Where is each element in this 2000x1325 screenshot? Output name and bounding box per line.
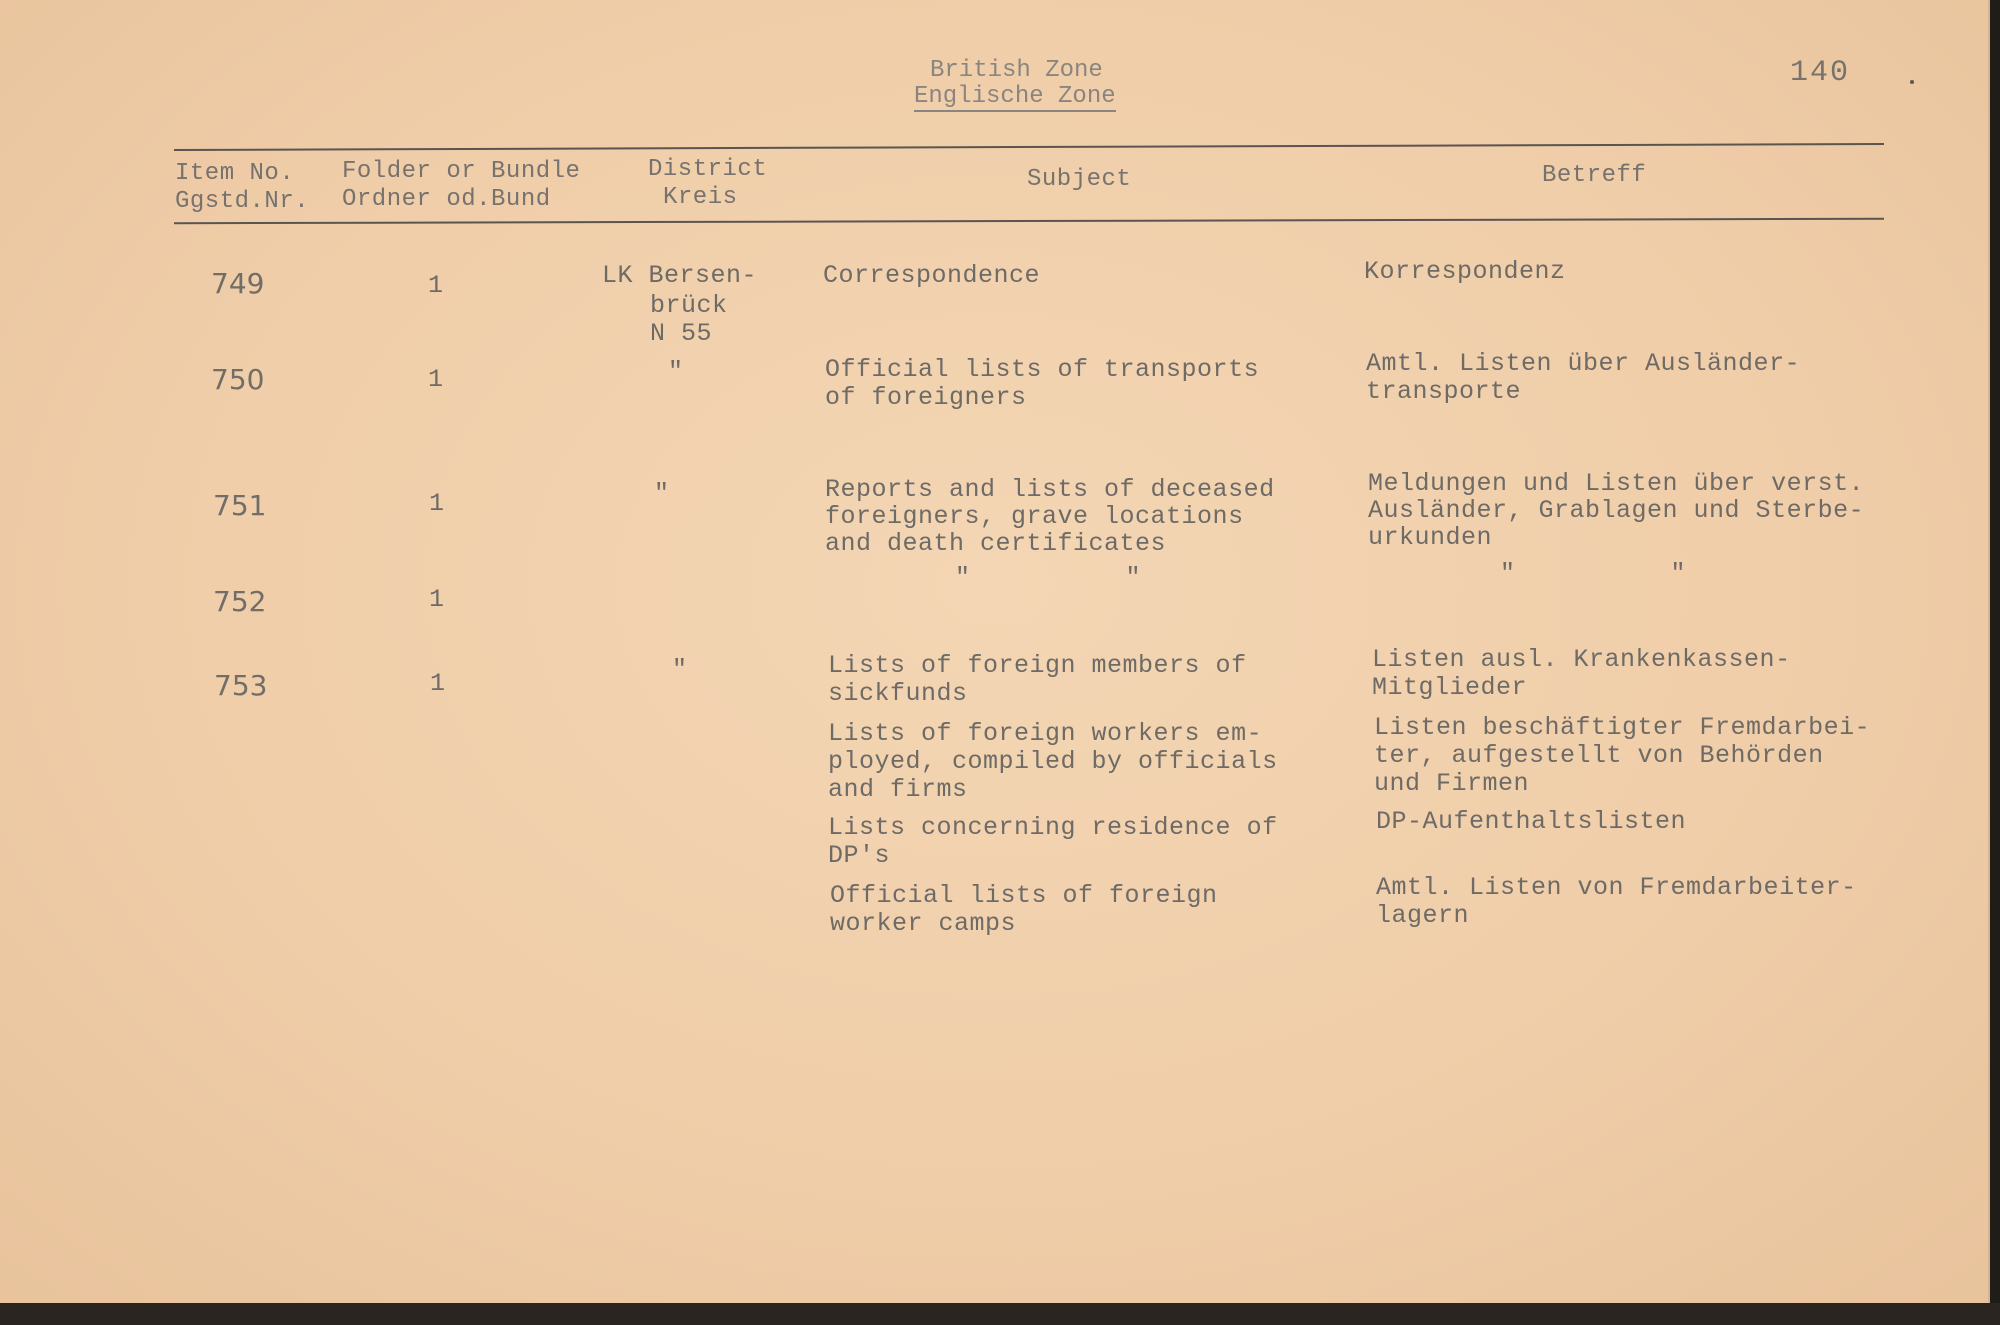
column-header-betreff: Betreff bbox=[1542, 162, 1647, 189]
page-number: 140 bbox=[1790, 56, 1851, 90]
betreff-line: Listen beschäftigter Fremdarbei- bbox=[1374, 713, 1871, 742]
subject-line: of foreigners bbox=[825, 383, 1027, 412]
subject-line: and death certificates bbox=[825, 529, 1167, 558]
column-header-folder-de: Ordner od.Bund bbox=[342, 186, 551, 213]
betreff-line: Listen ausl. Krankenkassen- bbox=[1372, 645, 1791, 674]
header-top-rule bbox=[174, 143, 1884, 151]
betreff-line: Mitglieder bbox=[1372, 673, 1528, 702]
item-number: 750 bbox=[211, 363, 265, 396]
punctuation-dot bbox=[1910, 80, 1914, 84]
subject-line: and firms bbox=[828, 775, 968, 804]
betreff-line: lagern bbox=[1376, 901, 1470, 930]
column-header-folder-en: Folder or Bundle bbox=[342, 158, 581, 185]
item-number: 753 bbox=[214, 669, 268, 702]
subject-line: Correspondence bbox=[823, 261, 1041, 290]
column-header-item-en: Item No. bbox=[175, 160, 295, 187]
betreff-line: ter, aufgestellt von Behörden bbox=[1374, 741, 1824, 770]
ditto-mark: " bbox=[668, 357, 684, 386]
betreff-line: Korrespondenz bbox=[1364, 257, 1566, 286]
betreff-line: Meldungen und Listen über verst. bbox=[1368, 469, 1865, 498]
scanner-edge bbox=[0, 1303, 2000, 1325]
ditto-marks-subject: " " bbox=[955, 563, 1142, 592]
folder-count: 1 bbox=[428, 271, 444, 300]
folder-count: 1 bbox=[430, 669, 446, 698]
item-number: 751 bbox=[213, 489, 267, 522]
subject-line: DP's bbox=[828, 841, 891, 870]
subject-line: foreigners, grave locations bbox=[825, 502, 1244, 531]
zone-title-english: British Zone bbox=[930, 57, 1103, 84]
betreff-line: DP-Aufenthaltslisten bbox=[1376, 807, 1687, 836]
subject-line: Lists of foreign workers em- bbox=[828, 719, 1263, 748]
item-number: 752 bbox=[213, 585, 267, 618]
betreff-line: Amtl. Listen über Ausländer- bbox=[1366, 349, 1801, 378]
subject-line: Official lists of foreign bbox=[830, 881, 1218, 910]
folder-count: 1 bbox=[428, 365, 444, 394]
zone-title-german: Englische Zone bbox=[914, 83, 1116, 110]
betreff-line: transporte bbox=[1366, 377, 1522, 406]
district-line: LK Bersen- bbox=[602, 261, 758, 290]
ditto-mark: " bbox=[672, 655, 688, 684]
subject-line: Lists concerning residence of bbox=[828, 813, 1278, 842]
ditto-mark: " bbox=[654, 479, 670, 508]
subject-line: worker camps bbox=[830, 909, 1017, 938]
betreff-line: Amtl. Listen von Fremdarbeiter- bbox=[1376, 873, 1857, 902]
header-bottom-rule bbox=[174, 218, 1884, 224]
betreff-line: und Firmen bbox=[1374, 769, 1530, 798]
subject-line: Lists of foreign members of bbox=[828, 651, 1247, 680]
betreff-line: Ausländer, Grablagen und Sterbe- bbox=[1368, 496, 1865, 525]
district-line: N 55 bbox=[650, 319, 713, 348]
district-line: brück bbox=[650, 291, 728, 320]
column-header-subject: Subject bbox=[1027, 166, 1132, 193]
subject-line: Reports and lists of deceased bbox=[825, 475, 1275, 504]
column-header-item-de: Ggstd.Nr. bbox=[175, 188, 310, 215]
ditto-marks-betreff: " " bbox=[1500, 559, 1687, 588]
subject-line: ployed, compiled by officials bbox=[828, 747, 1278, 776]
item-number: 749 bbox=[211, 267, 265, 300]
folder-count: 1 bbox=[429, 585, 445, 614]
subject-line: sickfunds bbox=[828, 679, 968, 708]
folder-count: 1 bbox=[429, 489, 445, 518]
betreff-line: urkunden bbox=[1368, 523, 1493, 552]
column-header-district-de: Kreis bbox=[663, 184, 738, 211]
subject-line: Official lists of transports bbox=[825, 355, 1260, 384]
column-header-district-en: District bbox=[648, 156, 768, 183]
